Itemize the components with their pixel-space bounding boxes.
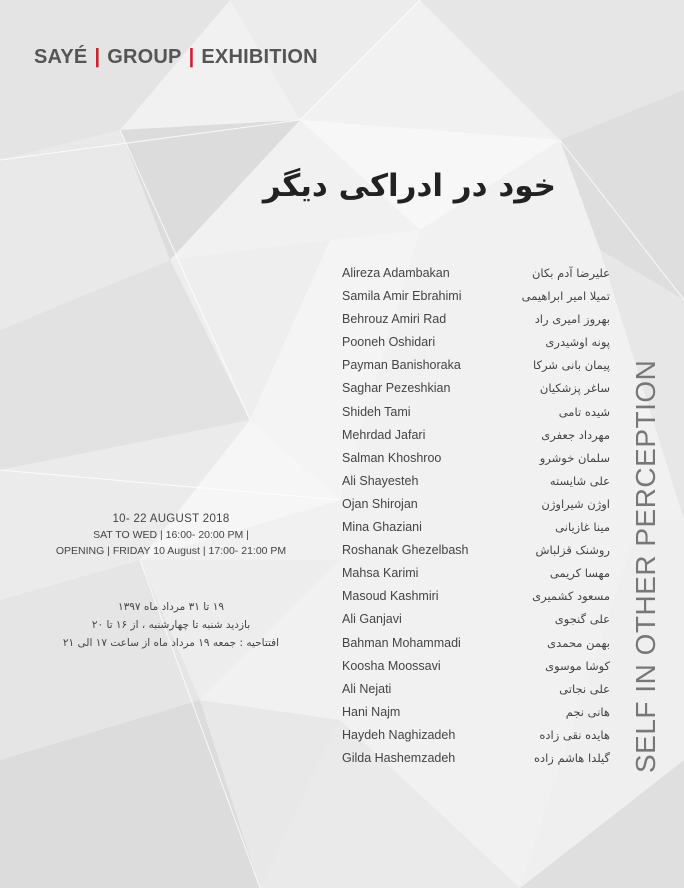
- artist-name-en: Alireza Adambakan: [342, 266, 450, 280]
- artist-name-fa: علی نجاتی: [559, 681, 610, 696]
- artist-name-fa: مسعود کشمیری: [532, 589, 610, 604]
- artist-name-en: Haydeh Naghizadeh: [342, 727, 456, 742]
- artist-name-en: Mina Ghaziani: [342, 520, 422, 535]
- artist-name-fa: گیلدا هاشم زاده: [533, 750, 610, 765]
- persian-title: خود در ادراکی دیگر: [262, 168, 556, 204]
- artist-row: [342, 659, 610, 682]
- artist-row: [342, 636, 610, 659]
- artist-name-fa: علیرضا آدم بکان: [531, 266, 610, 280]
- artist-row: [342, 451, 610, 474]
- artist-name-en: Roshanak Ghezelbash: [342, 543, 469, 558]
- artist-name-en: Gilda Hashemzadeh: [342, 750, 456, 765]
- artist-name-fa: مینا غازیانی: [555, 520, 610, 535]
- artist-name-en: Pooneh Oshidari: [342, 335, 436, 350]
- artist-row: [342, 335, 610, 358]
- english-hours: SAT TO WED | 16:00- 20:00 PM |: [93, 529, 249, 541]
- artist-name-fa: هایده نقی زاده: [539, 727, 610, 742]
- artist-name-en: Saghar Pezeshkian: [342, 381, 451, 396]
- artist-name-fa: کوشا موسوی: [545, 658, 610, 673]
- header-group: GROUP: [107, 46, 182, 68]
- artist-row: [342, 474, 610, 497]
- artist-name-en: Bahman Mohammadi: [342, 635, 461, 650]
- artist-name-fa: روشنک قزلباش: [535, 543, 610, 558]
- artist-name-fa: علی شایسته: [549, 473, 610, 488]
- vertical-english-title: SELF IN OTHER PERCEPTION: [630, 359, 661, 773]
- header-separator-2: |: [188, 46, 195, 68]
- artist-row: [342, 728, 610, 751]
- artist-row: [342, 705, 610, 728]
- artist-name-en: Samila Amir Ebrahimi: [342, 289, 462, 304]
- artist-name-en: Salman Khoshroo: [342, 450, 442, 465]
- artist-name-en: Payman Banishoraka: [342, 358, 461, 373]
- artist-name-en: Mahsa Karimi: [342, 566, 419, 581]
- artist-row: [342, 381, 610, 404]
- artist-name-en: Mehrdad Jafari: [342, 427, 426, 442]
- artist-name-en: Behrouz Amiri Rad: [342, 312, 447, 327]
- english-info-block: [36, 511, 306, 559]
- artist-row: [342, 289, 610, 312]
- artist-row: [342, 358, 610, 381]
- artist-name-fa: اوژن شیراوژن: [541, 496, 610, 511]
- artist-row: [342, 520, 610, 543]
- artist-row: [342, 589, 610, 612]
- artist-row: [342, 566, 610, 589]
- persian-opening: افتتاحیه : جمعه ۱۹ مرداد ماه از ساعت ۱۷ الی ۲۱: [62, 637, 280, 649]
- artist-list: [342, 266, 610, 774]
- artist-row: [342, 751, 610, 774]
- artist-name-en: Ali Shayesteh: [342, 473, 419, 488]
- artist-name-fa: شیده تامی: [558, 404, 610, 419]
- artist-name-en: Ali Nejati: [342, 681, 392, 696]
- persian-dates: ۱۹ تا ۳۱ مرداد ماه ۱۳۹۷: [118, 601, 224, 613]
- header-saye: SAYÉ: [34, 46, 88, 68]
- artist-row: [342, 682, 610, 705]
- artist-name-fa: مهسا کریمی: [549, 566, 610, 581]
- artist-row: [342, 312, 610, 335]
- artist-name-fa: علی گنجوی: [554, 612, 610, 627]
- artist-row: [342, 497, 610, 520]
- artist-name-en: Ali Ganjavi: [342, 612, 402, 627]
- artist-name-fa: پونه اوشیدری: [545, 335, 610, 350]
- artist-name-en: Ojan Shirojan: [342, 496, 418, 511]
- artist-name-fa: بهروز امیری راد: [534, 312, 610, 327]
- exhibition-header: [34, 46, 318, 69]
- artist-name-fa: تمیلا امیر ابراهیمی: [521, 289, 610, 304]
- artist-row: [342, 612, 610, 635]
- english-dates: 10- 22 AUGUST 2018: [112, 513, 230, 525]
- persian-hours: بازدید شنبه تا چهارشنبه ، از ۱۶ تا ۲۰: [91, 619, 251, 631]
- artist-name-en: Masoud Kashmiri: [342, 589, 439, 604]
- artist-row: [342, 405, 610, 428]
- persian-info-block: [36, 598, 306, 652]
- artist-name-fa: بهمن محمدی: [547, 635, 610, 650]
- artist-name-fa: ساغر پزشکیان: [539, 381, 610, 396]
- artist-row: [342, 543, 610, 566]
- artist-name-en: Koosha Moossavi: [342, 658, 441, 673]
- header-separator-1: |: [94, 46, 101, 68]
- english-opening: OPENING | FRIDAY 10 August | 17:00- 21:00 PM: [55, 545, 287, 557]
- artist-name-fa: پیمان بانی شرکا: [532, 358, 610, 373]
- artist-row: [342, 266, 610, 289]
- artist-name-fa: سلمان خوشرو: [539, 450, 610, 465]
- artist-name-en: Shideh Tami: [342, 404, 411, 419]
- artist-name-en: Hani Najm: [342, 704, 401, 719]
- artist-row: [342, 428, 610, 451]
- artist-name-fa: مهرداد جعفری: [541, 427, 610, 442]
- artist-name-fa: هانی نجم: [565, 704, 610, 719]
- header-exhibition: EXHIBITION: [201, 46, 318, 68]
